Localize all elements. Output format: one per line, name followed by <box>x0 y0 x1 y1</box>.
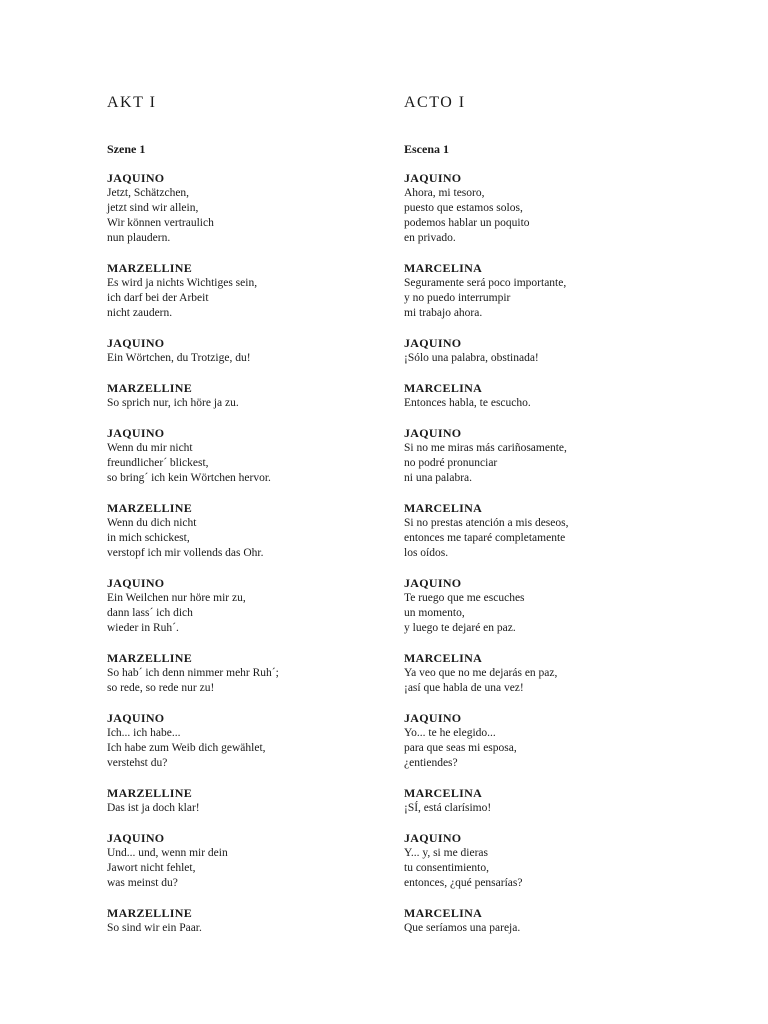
dialogue-line: Si no me miras más cariñosamente, <box>404 442 567 454</box>
act-title-spanish: ACTO I <box>404 94 466 111</box>
speaker-name: JAQUINO <box>107 576 165 590</box>
dialogue-line: so bring´ ich kein Wörtchen hervor. <box>107 472 271 484</box>
speaker-name: JAQUINO <box>404 171 462 185</box>
speaker-name: MARZELLINE <box>107 651 193 665</box>
dialogue-line: verstehst du? <box>107 757 168 769</box>
speaker-name: JAQUINO <box>107 831 165 845</box>
speaker-name: MARCELINA <box>404 381 483 395</box>
dialogue-line: los oídos. <box>404 547 449 559</box>
dialogue-line: Yo... te he elegido... <box>404 727 496 739</box>
dialogue-line: ich darf bei der Arbeit <box>107 292 209 304</box>
speech-block <box>107 906 407 936</box>
speech-list-spanish <box>404 171 704 936</box>
scene-title-spanish: Escena 1 <box>404 142 449 156</box>
dialogue-line: Wir können vertraulich <box>107 217 214 229</box>
speech-block <box>404 831 704 891</box>
speech-block <box>404 576 704 636</box>
dialogue-line: Es wird ja nichts Wichtiges sein, <box>107 277 258 289</box>
dialogue-line: Ein Wörtchen, du Trotzige, du! <box>107 352 251 364</box>
dialogue-line: mi trabajo ahora. <box>404 307 483 319</box>
dialogue-line: nun plaudern. <box>107 232 171 244</box>
speaker-name: MARCELINA <box>404 906 483 920</box>
dialogue-line: Ya veo que no me dejarás en paz, <box>404 667 558 679</box>
dialogue-line: so rede, so rede nur zu! <box>107 682 215 694</box>
dialogue-line: no podré pronunciar <box>404 457 498 469</box>
act-title-german: AKT I <box>107 94 157 111</box>
speech-block <box>404 171 704 246</box>
dialogue-line: tu consentimiento, <box>404 862 489 874</box>
speaker-name: JAQUINO <box>404 336 462 350</box>
spanish-column <box>404 93 704 951</box>
dialogue-line: entonces me taparé completamente <box>404 532 566 544</box>
dialogue-line: ¡Sólo una palabra, obstinada! <box>404 352 539 364</box>
dialogue-line: Si no prestas atención a mis deseos, <box>404 517 569 529</box>
dialogue-line: So sprich nur, ich höre ja zu. <box>107 397 239 409</box>
speech-block <box>107 381 407 411</box>
speech-block <box>107 786 407 816</box>
dialogue-line: un momento, <box>404 607 465 619</box>
dialogue-line: nicht zaudern. <box>107 307 173 319</box>
speaker-name: JAQUINO <box>404 711 462 725</box>
speech-block <box>107 576 407 636</box>
speaker-name: MARZELLINE <box>107 501 193 515</box>
speech-block <box>404 426 704 486</box>
speaker-name: MARZELLINE <box>107 786 193 800</box>
dialogue-line: Ein Weilchen nur höre mir zu, <box>107 592 246 604</box>
speaker-name: MARCELINA <box>404 261 483 275</box>
dialogue-line: So sind wir ein Paar. <box>107 922 202 934</box>
speech-block <box>107 501 407 561</box>
dialogue-line: Seguramente será poco importante, <box>404 277 567 289</box>
dialogue-line: y no puedo interrumpir <box>404 292 511 304</box>
dialogue-line: Y... y, si me dieras <box>404 847 489 859</box>
speech-block <box>404 786 704 816</box>
speaker-name: MARZELLINE <box>107 381 193 395</box>
speech-block <box>107 831 407 891</box>
dialogue-line: puesto que estamos solos, <box>404 202 523 214</box>
speaker-name: JAQUINO <box>107 711 165 725</box>
dialogue-line: Wenn du mir nicht <box>107 442 193 454</box>
dialogue-line: in mich schickest, <box>107 532 190 544</box>
speaker-name: MARCELINA <box>404 786 483 800</box>
speaker-name: JAQUINO <box>404 426 462 440</box>
dialogue-line: Wenn du dich nicht <box>107 517 197 529</box>
dialogue-line: was meinst du? <box>107 877 178 889</box>
dialogue-line: Ahora, mi tesoro, <box>404 187 485 199</box>
scene-title-german: Szene 1 <box>107 142 146 156</box>
speech-block <box>107 711 407 771</box>
speech-block <box>404 381 704 411</box>
speech-list-german <box>107 171 407 936</box>
speech-block <box>404 336 704 366</box>
dialogue-line: ¡SÍ, está clarísimo! <box>404 802 492 814</box>
dialogue-line: wieder in Ruh´. <box>107 622 179 634</box>
dialogue-line: Jetzt, Schätzchen, <box>107 187 190 199</box>
speech-block <box>404 261 704 321</box>
dialogue-line: Ich habe zum Weib dich gewählet, <box>107 742 266 754</box>
dialogue-line: Ich... ich habe... <box>107 727 181 739</box>
speech-block <box>404 906 704 936</box>
dialogue-line: para que seas mi esposa, <box>404 742 517 754</box>
dialogue-line: verstopf ich mir vollends das Ohr. <box>107 547 264 559</box>
speaker-name: MARCELINA <box>404 501 483 515</box>
speaker-name: JAQUINO <box>107 426 165 440</box>
speech-block <box>404 711 704 771</box>
speech-block <box>107 426 407 486</box>
dialogue-line: Jawort nicht fehlet, <box>107 862 196 874</box>
speech-block <box>107 651 407 696</box>
dialogue-line: Entonces habla, te escucho. <box>404 397 531 409</box>
german-column <box>107 93 407 951</box>
speaker-name: MARZELLINE <box>107 261 193 275</box>
dialogue-line: ni una palabra. <box>404 472 473 484</box>
dialogue-line: ¿entiendes? <box>404 757 458 769</box>
dialogue-line: Que seríamos una pareja. <box>404 922 521 934</box>
speech-block <box>404 501 704 561</box>
dialogue-line: Te ruego que me escuches <box>404 592 525 604</box>
dialogue-line: ¡así que habla de una vez! <box>404 682 524 694</box>
dialogue-line: podemos hablar un poquito <box>404 217 530 229</box>
dialogue-line: Und... und, wenn mir dein <box>107 847 228 859</box>
speaker-name: MARZELLINE <box>107 906 193 920</box>
speaker-name: JAQUINO <box>404 831 462 845</box>
dialogue-line: jetzt sind wir allein, <box>107 202 199 214</box>
dialogue-line: Das ist ja doch klar! <box>107 802 200 814</box>
speaker-name: MARCELINA <box>404 651 483 665</box>
dialogue-line: en privado. <box>404 232 456 244</box>
dialogue-line: So hab´ ich denn nimmer mehr Ruh´; <box>107 667 279 679</box>
speech-block <box>404 651 704 696</box>
speech-block <box>107 171 407 246</box>
speaker-name: JAQUINO <box>404 576 462 590</box>
dialogue-line: freundlicher´ blickest, <box>107 457 209 469</box>
speech-block <box>107 261 407 321</box>
speaker-name: JAQUINO <box>107 171 165 185</box>
speech-block <box>107 336 407 366</box>
dialogue-line: y luego te dejaré en paz. <box>404 622 516 634</box>
speaker-name: JAQUINO <box>107 336 165 350</box>
dialogue-line: entonces, ¿qué pensarías? <box>404 877 523 889</box>
dialogue-line: dann lass´ ich dich <box>107 607 193 619</box>
